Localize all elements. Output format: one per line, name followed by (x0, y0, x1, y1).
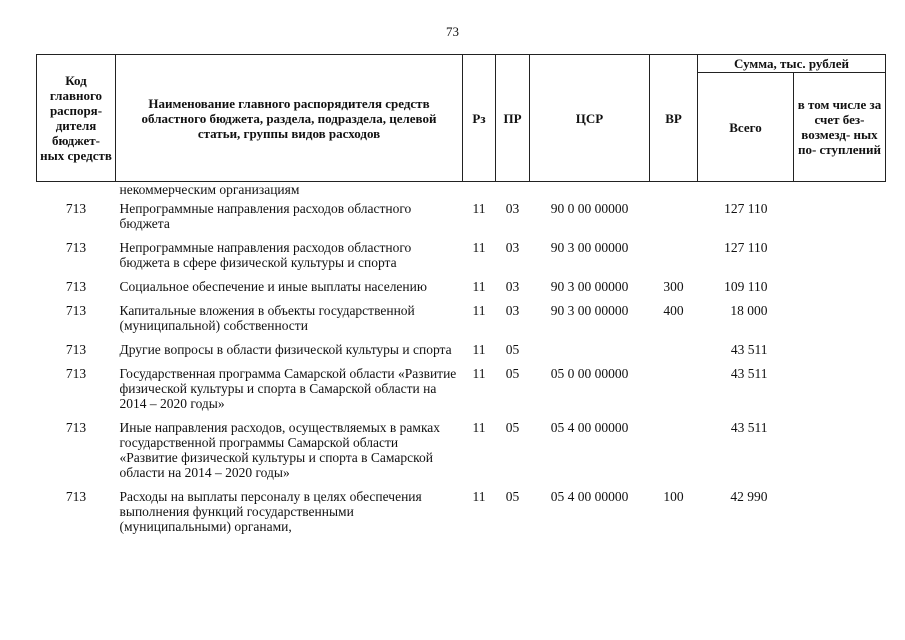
cell-kod: 713 (65, 420, 87, 435)
cell-vr: 100 (663, 489, 684, 504)
header-vsego: Всего (698, 73, 794, 182)
cell-kod: 713 (65, 240, 87, 255)
cell-pr: 05 (505, 366, 520, 381)
header-bezvozmezd: в том числе за счет без- возмезд- ных по- ступлений (794, 73, 886, 182)
cell-vr (650, 201, 698, 240)
header-pr: ПР (496, 55, 530, 182)
table-row (37, 279, 886, 303)
cell-name: Иные направления расходов, осуществляемых в рамках государственной программы Самарской области «Развитие физической культуры и спорта в Самарской области на 2014 – 2020 годы» (119, 420, 441, 480)
cell-vr: 300 (663, 279, 684, 294)
cell-pr: 03 (505, 201, 520, 216)
header-rz: Рз (463, 55, 496, 182)
cell-bezvozmezd (794, 420, 886, 489)
cell-vsego: 43 511 (730, 342, 768, 357)
table-body (37, 182, 886, 544)
cell-rz: 11 (472, 279, 486, 294)
cell-pr: 03 (505, 303, 520, 318)
cell-vr (650, 366, 698, 420)
page-number: 73 (446, 24, 459, 39)
table-row (37, 182, 886, 202)
cell-bezvozmezd (794, 201, 886, 240)
cell-bezvozmezd (794, 279, 886, 303)
cell-name: Социальное обеспечение и иные выплаты населению (119, 279, 427, 294)
cell-rz: 11 (472, 240, 486, 255)
cell-bezvozmezd (794, 303, 886, 342)
cell-name: Другие вопросы в области физической культуры и спорта (119, 342, 452, 357)
cell-csr: 05 0 00 00000 (550, 366, 629, 381)
cell-vr (650, 182, 698, 202)
cell-vsego: 18 000 (730, 303, 768, 318)
cell-kod: 713 (65, 279, 87, 294)
cell-rz: 11 (472, 201, 486, 216)
cell-vr (650, 342, 698, 366)
cell-name: Расходы на выплаты персоналу в целях обеспечения выполнения функций государственными (муниципальными) органами, (119, 489, 422, 534)
cell-bezvozmezd (794, 489, 886, 543)
cell-kod (37, 182, 116, 202)
cell-csr: 05 4 00 00000 (550, 489, 629, 504)
cell-pr: 05 (505, 489, 520, 504)
cell-kod: 713 (65, 201, 87, 216)
header-csr: ЦСР (530, 55, 650, 182)
cell-bezvozmezd (794, 366, 886, 420)
cell-bezvozmezd (794, 342, 886, 366)
header-kod: Код главного распоря- дителя бюджет- ных средств (37, 55, 116, 182)
cell-csr: 90 3 00 00000 (550, 303, 629, 318)
cell-pr: 05 (505, 420, 520, 435)
cell-rz: 11 (472, 342, 486, 357)
cell-kod: 713 (65, 366, 87, 381)
cell-vsego: 127 110 (724, 240, 768, 255)
table-row (37, 489, 886, 543)
table-row (37, 303, 886, 342)
cell-vsego: 43 511 (730, 420, 768, 435)
cell-vsego: 109 110 (724, 279, 768, 294)
cell-bezvozmezd (794, 240, 886, 279)
cell-pr: 03 (505, 240, 520, 255)
cell-rz (463, 182, 496, 202)
table-row (37, 342, 886, 366)
cell-name: Непрограммные направления расходов областного бюджета (119, 201, 412, 231)
header-name: Наименование главного распорядителя средств областного бюджета, раздела, подраздела, целевой статьи, группы видов расходов (116, 55, 463, 182)
cell-kod: 713 (65, 303, 87, 318)
cell-name: Непрограммные направления расходов областного бюджета в сфере физической культуры и спорта (119, 240, 412, 270)
cell-vsego: 43 511 (730, 366, 768, 381)
cell-csr: 90 3 00 00000 (550, 240, 629, 255)
cell-vr (650, 420, 698, 489)
cell-rz: 11 (472, 366, 486, 381)
cell-csr: 05 4 00 00000 (550, 420, 629, 435)
table-row (37, 201, 886, 240)
cell-vsego (698, 182, 794, 202)
cell-csr (530, 342, 650, 366)
cell-pr: 03 (505, 279, 520, 294)
table-row (37, 420, 886, 489)
cell-vr: 400 (663, 303, 684, 318)
cell-pr (496, 182, 530, 202)
cell-vsego: 42 990 (730, 489, 768, 504)
budget-table (36, 54, 886, 543)
cell-kod: 713 (65, 489, 87, 504)
table-header (37, 55, 886, 182)
cell-vsego: 127 110 (724, 201, 768, 216)
cell-csr: 90 3 00 00000 (550, 279, 629, 294)
cell-bezvozmezd (794, 182, 886, 202)
cell-csr (530, 182, 650, 202)
cell-name: некоммерческим организациям (119, 182, 300, 197)
cell-name: Государственная программа Самарской области «Развитие физической культуры и спорта в Самарской области на 2014 – 2020 годы» (119, 366, 457, 411)
header-summa: Сумма, тыс. рублей (698, 55, 886, 73)
cell-rz: 11 (472, 420, 486, 435)
cell-pr: 05 (505, 342, 520, 357)
cell-vr (650, 240, 698, 279)
cell-rz: 11 (472, 303, 486, 318)
header-vr: ВР (650, 55, 698, 182)
cell-name: Капитальные вложения в объекты государственной (муниципальной) собственности (119, 303, 415, 333)
table-row (37, 240, 886, 279)
cell-csr: 90 0 00 00000 (550, 201, 629, 216)
table-row (37, 366, 886, 420)
cell-kod: 713 (65, 342, 87, 357)
cell-rz: 11 (472, 489, 486, 504)
